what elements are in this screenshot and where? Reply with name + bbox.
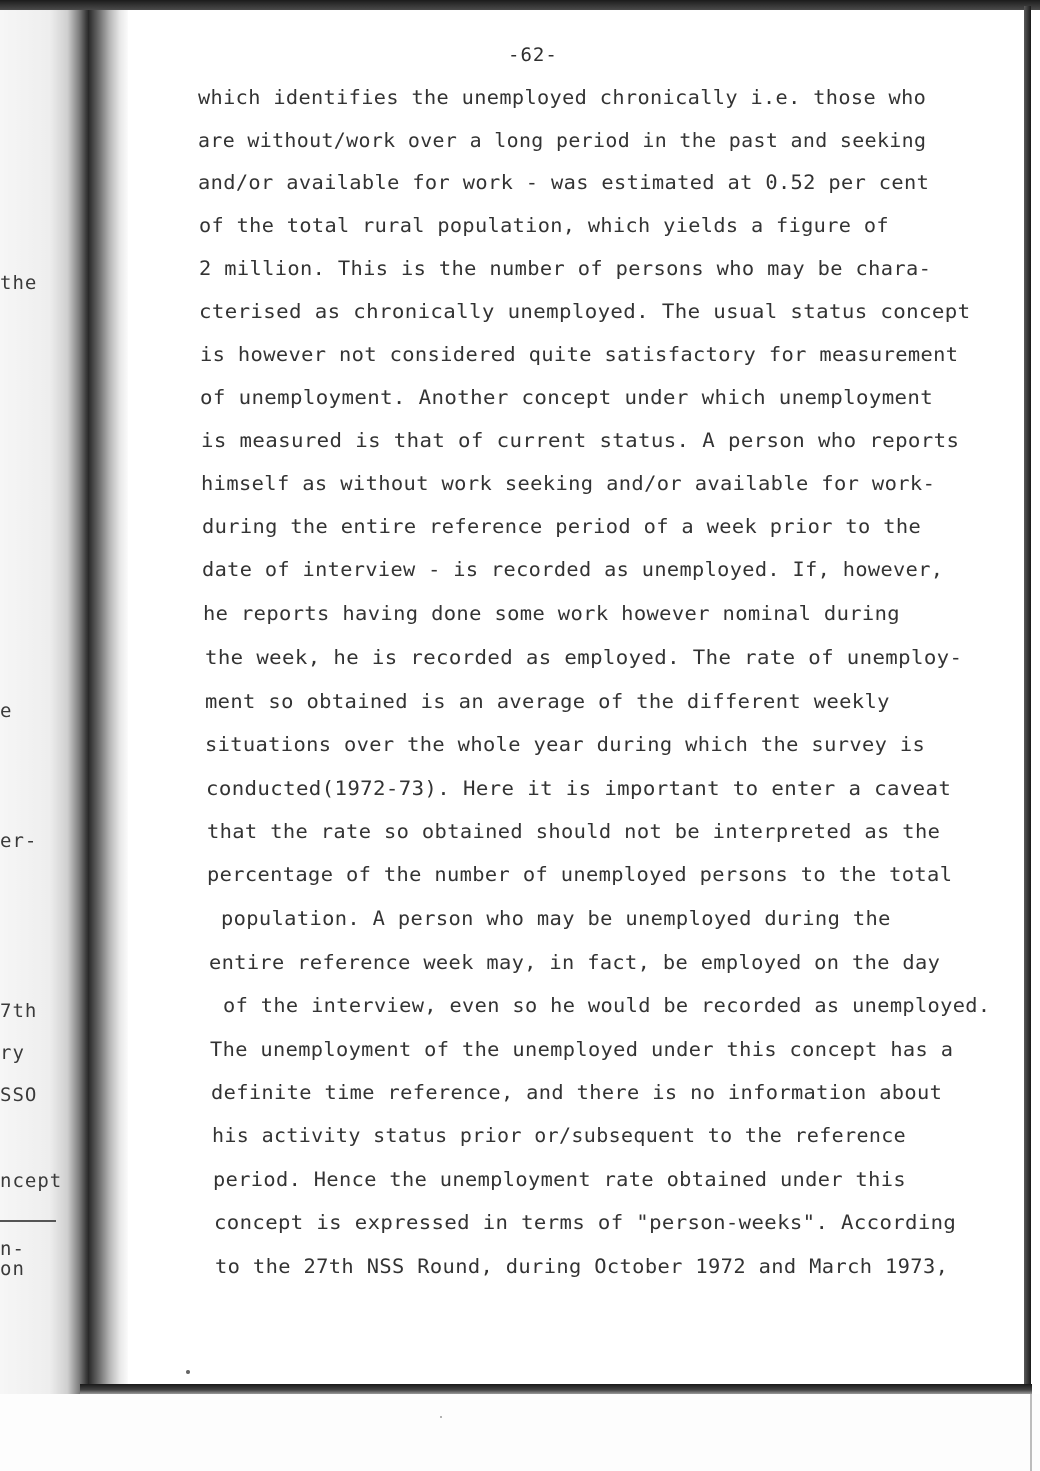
text-line: during the entire reference period of a week prior to the — [202, 515, 922, 538]
top-scan-edge — [0, 0, 1040, 10]
left-page-fragment: SSO — [0, 1084, 38, 1106]
bottom-scan-edge — [80, 1384, 1032, 1394]
text-line: concept is expressed in terms of "person-weeks". According — [214, 1211, 957, 1234]
left-page-fragment: the — [0, 272, 38, 294]
book-gutter-shadow — [88, 8, 128, 1398]
text-line: of the interview, even so he would be recorded as unemployed. — [223, 994, 991, 1017]
text-line: The unemployment of the unemployed under this concept has a — [210, 1038, 954, 1061]
left-page-fragment: on — [0, 1258, 25, 1280]
text-line: ment so obtained is an average of the different weekly — [205, 690, 890, 713]
text-line: and/or available for work - was estimated at 0.52 per cent — [198, 171, 930, 194]
text-line: of unemployment. Another concept under which unemployment — [200, 386, 934, 409]
text-line: he reports having done some work however nominal during — [203, 602, 900, 625]
scan-speck — [186, 1370, 190, 1374]
text-line: definite time reference, and there is no information about — [211, 1081, 943, 1104]
left-page-fragment: 7th — [0, 1000, 38, 1022]
text-line: 2 million. This is the number of persons who may be chara- — [199, 257, 932, 280]
text-line: entire reference week may, in fact, be employed on the day — [209, 951, 941, 974]
text-line: of the total rural population, which yields a figure of — [199, 214, 889, 237]
left-page-fragment: e — [0, 700, 13, 722]
text-line: which identifies the unemployed chronically i.e. those who — [198, 86, 927, 109]
text-line: himself as without work seeking and/or available for work- — [201, 472, 936, 495]
text-line: conducted(1972-73). Here it is important to enter a caveat — [206, 777, 952, 800]
text-line: is measured is that of current status. A person who reports — [201, 429, 960, 452]
text-line: population. A person who may be unemployed during the — [221, 907, 891, 930]
text-line: are without/work over a long period in the past and seeking — [198, 129, 927, 152]
left-page-fragment: ncept — [0, 1170, 63, 1192]
scanner-bed-edge — [1030, 1394, 1032, 1471]
text-line: cterised as chronically unemployed. The usual status concept — [199, 300, 971, 323]
text-line: date of interview - is recorded as unemployed. If, however, — [202, 558, 944, 581]
text-line: situations over the whole year during which the survey is — [205, 733, 926, 756]
text-line: to the 27th NSS Round, during October 1972 and March 1973, — [215, 1255, 949, 1278]
scan-speck — [440, 1416, 442, 1418]
text-line: his activity status prior or/subsequent to the reference — [212, 1124, 907, 1147]
left-page-fragment: n- — [0, 1238, 25, 1260]
text-line: period. Hence the unemployment rate obtained under this — [213, 1168, 906, 1191]
right-scan-edge — [1024, 6, 1031, 1390]
text-line: percentage of the number of unemployed persons to the total — [207, 863, 953, 886]
left-page-rule — [0, 1220, 56, 1222]
text-line: the week, he is recorded as employed. The rate of unemploy- — [205, 646, 963, 669]
scanner-bed — [0, 1394, 1040, 1471]
left-page-fragment: ry — [0, 1042, 25, 1064]
page-number: -62- — [508, 44, 558, 66]
text-line: is however not considered quite satisfactory for measurement — [200, 343, 959, 366]
left-page-fragment: er- — [0, 830, 38, 852]
text-line: that the rate so obtained should not be interpreted as the — [207, 820, 941, 843]
